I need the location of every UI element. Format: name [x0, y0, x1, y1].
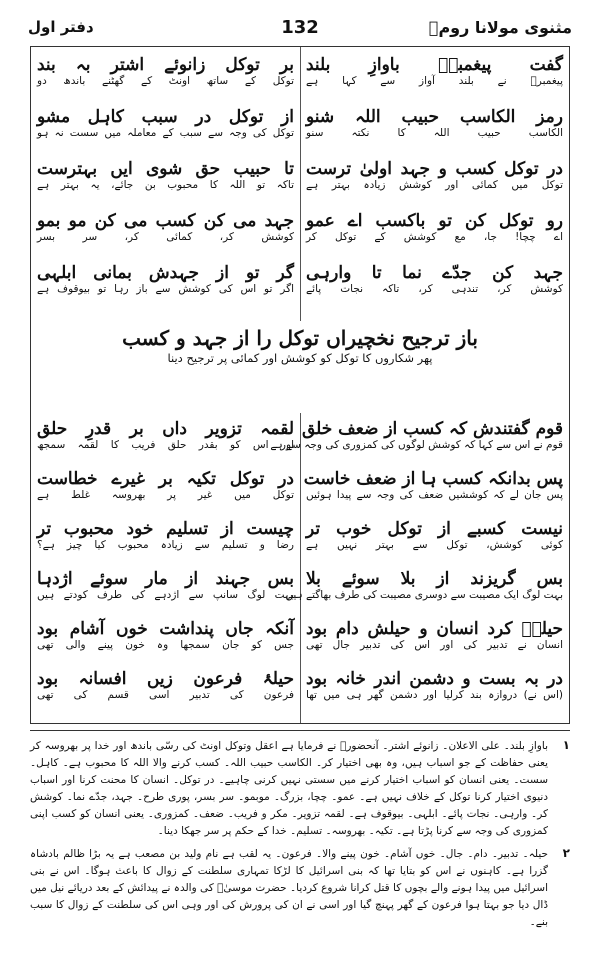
gloss-line: الکاسب حبیب اللہ کا نکتہ سنو: [306, 127, 563, 139]
gloss-line: پس جان لے کہ کوششیں ضعف کی وجہ سے پیدا ہوئیں: [306, 489, 563, 501]
verse-line: بس گریزند از بلا سوئے بلا: [306, 569, 563, 589]
verse-line: بس جہند از مار سوئے اژدہا: [37, 569, 294, 589]
gloss-line: انسان نے تدبیر کی اور اس کی تدبیر جال تھی: [306, 639, 563, 651]
couplet: [37, 569, 294, 602]
heading-subtitle: پھر شکاروں کا توکل کو کوشش اور کمائی پر ترجیح دینا: [167, 351, 433, 365]
couplet: [285, 569, 563, 602]
footnote: [30, 846, 570, 931]
gloss-line: توکل کے ساتھ اونٹ کے گھٹنے باندھ دو: [37, 75, 294, 87]
couplet: [306, 519, 563, 552]
gloss-line: کوئی کوشش، توکل سے بہتر نہیں ہے: [306, 539, 563, 551]
gloss-line: کوشش کر، کمائی کر، سر بسر: [37, 231, 294, 243]
verse-line: بر توکل زانوئے اشتر بہ بند: [37, 55, 294, 75]
gloss-line: توکل میں غیر پر بھروسہ غلط ہے: [37, 489, 294, 501]
verse-line: از توکل در سبب کاہل مشو: [37, 107, 294, 127]
verse-line: حیلۂ فرعون زیں افسانہ بود: [37, 669, 294, 689]
couplet: [303, 469, 563, 502]
gloss-line: بہت لوگ ایک مصیبت سے دوسری مصیبت کی طرف بھاگتے ہیں: [285, 589, 563, 601]
verse-line: نیست کسبے از توکل خوب تر: [306, 519, 563, 539]
verse-line: آنکہ جاں پنداشت خوں آشام بود: [37, 619, 294, 639]
verse-line: پس بدانکہ کسب ہا از ضعف خاست: [303, 469, 563, 489]
couplet: [37, 419, 294, 452]
verse-line: لقمہ تزویر داں بر قدرِ حلق: [37, 419, 294, 439]
verse-frame: [30, 46, 570, 724]
gloss-line: اور اس کو بقدر حلق فریب کا لقمہ سمجھ: [37, 439, 294, 451]
verse-line: جہد کن جدّے نما تا وارہی: [306, 263, 563, 283]
book-title: مثنوی مولانا رومؒ: [428, 17, 572, 37]
verse-line: رو توکل کن تو باکسب اے عمو: [306, 211, 563, 231]
footnote-number: ۱: [562, 738, 570, 752]
couplet: [37, 669, 294, 702]
verse-line: در بہ بست و دشمن اندر خانہ بود: [306, 669, 563, 689]
verse-line: حیلہؐ کرد انسان و حیلش دام بود: [306, 619, 563, 639]
volume-label: دفتر اول: [28, 18, 94, 36]
verse-line: در توکل کسب و جہد اولیٰ ترست: [306, 159, 563, 179]
couplet: [37, 519, 294, 552]
verse-line: جہد می کن کسب می کن مو بمو: [37, 211, 294, 231]
verse-line: گفت پیغمبرؐ باوازِ بلند: [306, 55, 563, 75]
gloss-line: (اس نے) دروازہ بند کرلیا اور دشمن گھر ہی میں تھا: [306, 689, 563, 701]
gloss-line: توکل میں کمائی اور کوشش زیادہ بہتر ہے: [306, 179, 563, 191]
footnotes: [30, 738, 570, 937]
gloss-line: فرعون کی تدبیر اسی قسم کی تھی: [37, 689, 294, 701]
gloss-line: اے چچا! جا، مع کوشش کے توکل کر: [306, 231, 563, 243]
verse-line: رمز الکاسب حبیب اللہ شنو: [306, 107, 563, 127]
footnote-text: باوازِ بلند۔ علی الاعلان۔ زانوئے اشتر۔ آنحضورؐ نے فرمایا ہے اعقل وتوکل اونٹ کی رسّی باندھ اور خدا پر بھروسہ کر یعنی حفاظت کے جو اسباب ہیں، وہ بھی اختیار کر۔ الکاسب حبیب اللہ۔ کسب کرنے والا اللہ کا محبوب ہے۔ کاہل۔ سست۔ یعنی انسان کو اسباب اختیار کرنے میں سستی نہیں کرنی چاہیے۔ در توکل۔ انسان کا محنت کرنا اور اسباب دنیوی اختیار کرنا توکل کے خلاف نہیں ہے۔ عمو۔ چچا، بزرگ۔ موبمو۔ سر بسر، پوری طرح۔ جہد، جدّے نما۔ کوشش کر۔ وارہی۔ نجات پائے۔ ابلہی۔ بیوقوف ہے۔ لقمہ تزویر۔ مکر و فریب۔ ضعف۔ کمزوری۔ یعنی انسان کو کسب اپنی کمزوری کی وجہ سے کرنا پڑتا ہے۔ تکیہ۔ بھروسہ۔ تسلیم۔ خدا کے حکم پر سر جھکا دینا۔: [30, 740, 548, 837]
gloss-line: توکل کی وجہ سے سبب کے معاملہ میں سست نہ ہو: [37, 127, 294, 139]
verse-line: تا حبیب حق شوی ایں بہترست: [37, 159, 294, 179]
footnote: [30, 738, 570, 840]
couplet: [37, 619, 294, 652]
bottom-left-column: [31, 47, 300, 723]
couplet: [306, 669, 563, 702]
footnote-number: ۲: [562, 846, 570, 860]
footnote-text: حیلہ۔ تدبیر۔ دام۔ جال۔ خوں آشام۔ خون پینے والا۔ فرعون۔ یہ لقب ہے نام ولید بن مصعب ہے یہ بڑا ظالم بادشاہ گزرا ہے۔ کاہنوں نے اس کو بتایا تھا کہ بنی اسرائیل کا لڑکا تمہاری سلطنت کے زوال کا باعث ہوگا۔ اس نے بنی اسرائیل میں پیدا ہونے والے بچوں کا قتل کرانا شروع کردیا۔ حضرت موسیٰؑ کی والدہ نے پیدائش کے بعد دریائے نیل میں ڈال دیا جو بہتا ہوا فرعون کے گھر پہنچ گیا اور اسی نے ان کی پرورش کی اور وہی اس کی سلطنت کے زوال کا سبب بنے۔: [30, 848, 548, 928]
gloss-line: اگر تو اس کی کوشش سے باز رہا تو بیوقوف ہے: [37, 283, 294, 295]
verse-line: قوم گفتندش کہ کسب از ضعف خلق: [301, 419, 563, 439]
heading-title: باز ترجیح نخچیراں توکل را از جہد و کسب: [122, 326, 478, 350]
gloss-line: رضا و تسلیم سے زیادہ محبوب کیا چیز ہے؟: [37, 539, 294, 551]
gloss-line: قوم نے اس سے کہا کہ کوشش لوگوں کی کمزوری کی وجہ سے ہے: [270, 439, 563, 451]
gloss-line: پیغمبرؐ نے بلند آواز سے کہا ہے: [306, 75, 563, 87]
bottom-right-column: [270, 47, 569, 723]
footnote-rule: [30, 730, 570, 731]
verse-line: در توکل تکیہ بر غیرے خطاست: [37, 469, 294, 489]
couplet: [270, 419, 563, 452]
verse-line: چیست از تسلیم خود محبوب تر: [37, 519, 294, 539]
gloss-line: بہت لوگ سانپ سے اژدہے کی طرف کودتے ہیں: [37, 589, 294, 601]
gloss-line: کوشش کر، تندہی کر، تاکہ نجات پائے: [306, 283, 563, 295]
gloss-line: تاکہ تو اللہ کا محبوب بن جائے، یہ بہتر ہے: [37, 179, 294, 191]
page-number: 132: [281, 16, 319, 38]
page-header: [28, 14, 572, 40]
verse-line: گر تو از جہدش بمانی ابلہی: [37, 263, 294, 283]
couplet: [37, 469, 294, 502]
couplet: [306, 619, 563, 652]
gloss-line: جس کو جان سمجھا وہ خون پینے والی تھی: [37, 639, 294, 651]
